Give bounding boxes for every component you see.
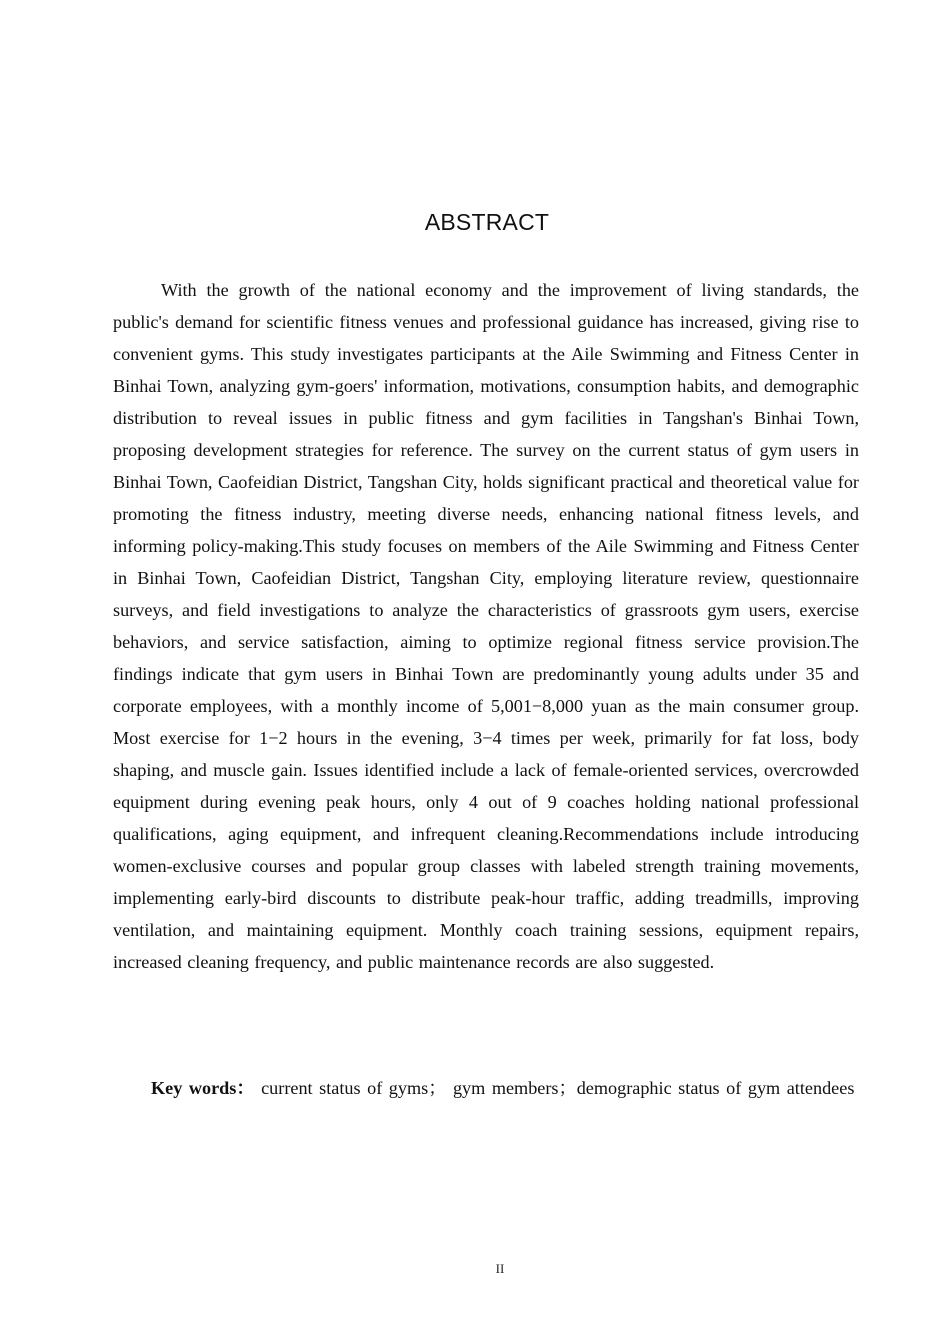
abstract-title: ABSTRACT <box>424 209 550 235</box>
keywords-text: current status of gyms； gym members；demographic status of gym attendees <box>261 1078 855 1098</box>
page-number: II <box>495 1261 505 1276</box>
keywords-line <box>113 1073 859 1104</box>
abstract-body: With the growth of the national economy and the improvement of living standards, the public's demand for scientific fitness venues and professional guidance has increased, giving rise to convenient gyms. This study investigates participants at the Aile Swimming and Fitness Center in Binhai Town, analyzing gym-goers' information, motivations, consumption habits, and demographic distribution to reveal issues in public fitness and gym facilities in Tangshan's Binhai Town, proposing development strategies for reference. The survey on the current status of gym users in Binhai Town, Caofeidian District, Tangshan City, holds significant practical and theoretical value for promoting the fitness industry, meeting diverse needs, enhancing national fitness levels, and informing policy-making.This study focuses on members of the Aile Swimming and Fitness Center in Binhai Town, Caofeidian District, Tangshan City, employing literature review, questionnaire surveys, and field investigations to analyze the characteristics of grassroots gym users, exercise behaviors, and service satisfaction, aiming to optimize regional fitness service provision.The findings indicate that gym users in Binhai Town are predominantly young adults under 35 and corporate employees, with a monthly income of 5,001−8,000 yuan as the main consumer group. Most exercise for 1−2 hours in the evening, 3−4 times per week, primarily for fat loss, body shaping, and muscle gain. Issues identified include a lack of female-oriented services, overcrowded equipment during evening peak hours, only 4 out of 9 coaches holding national professional qualifications, aging equipment, and infrequent cleaning.Recommendations include introducing women-exclusive courses and popular group classes with labeled strength training movements, implementing early-bird discounts to distribute peak-hour traffic, adding treadmills, improving ventilation, and maintaining equipment. Monthly coach training sessions, equipment repairs, increased cleaning frequency, and public maintenance records are also suggested. <box>113 280 859 972</box>
keywords-label: Key words： <box>151 1078 255 1098</box>
